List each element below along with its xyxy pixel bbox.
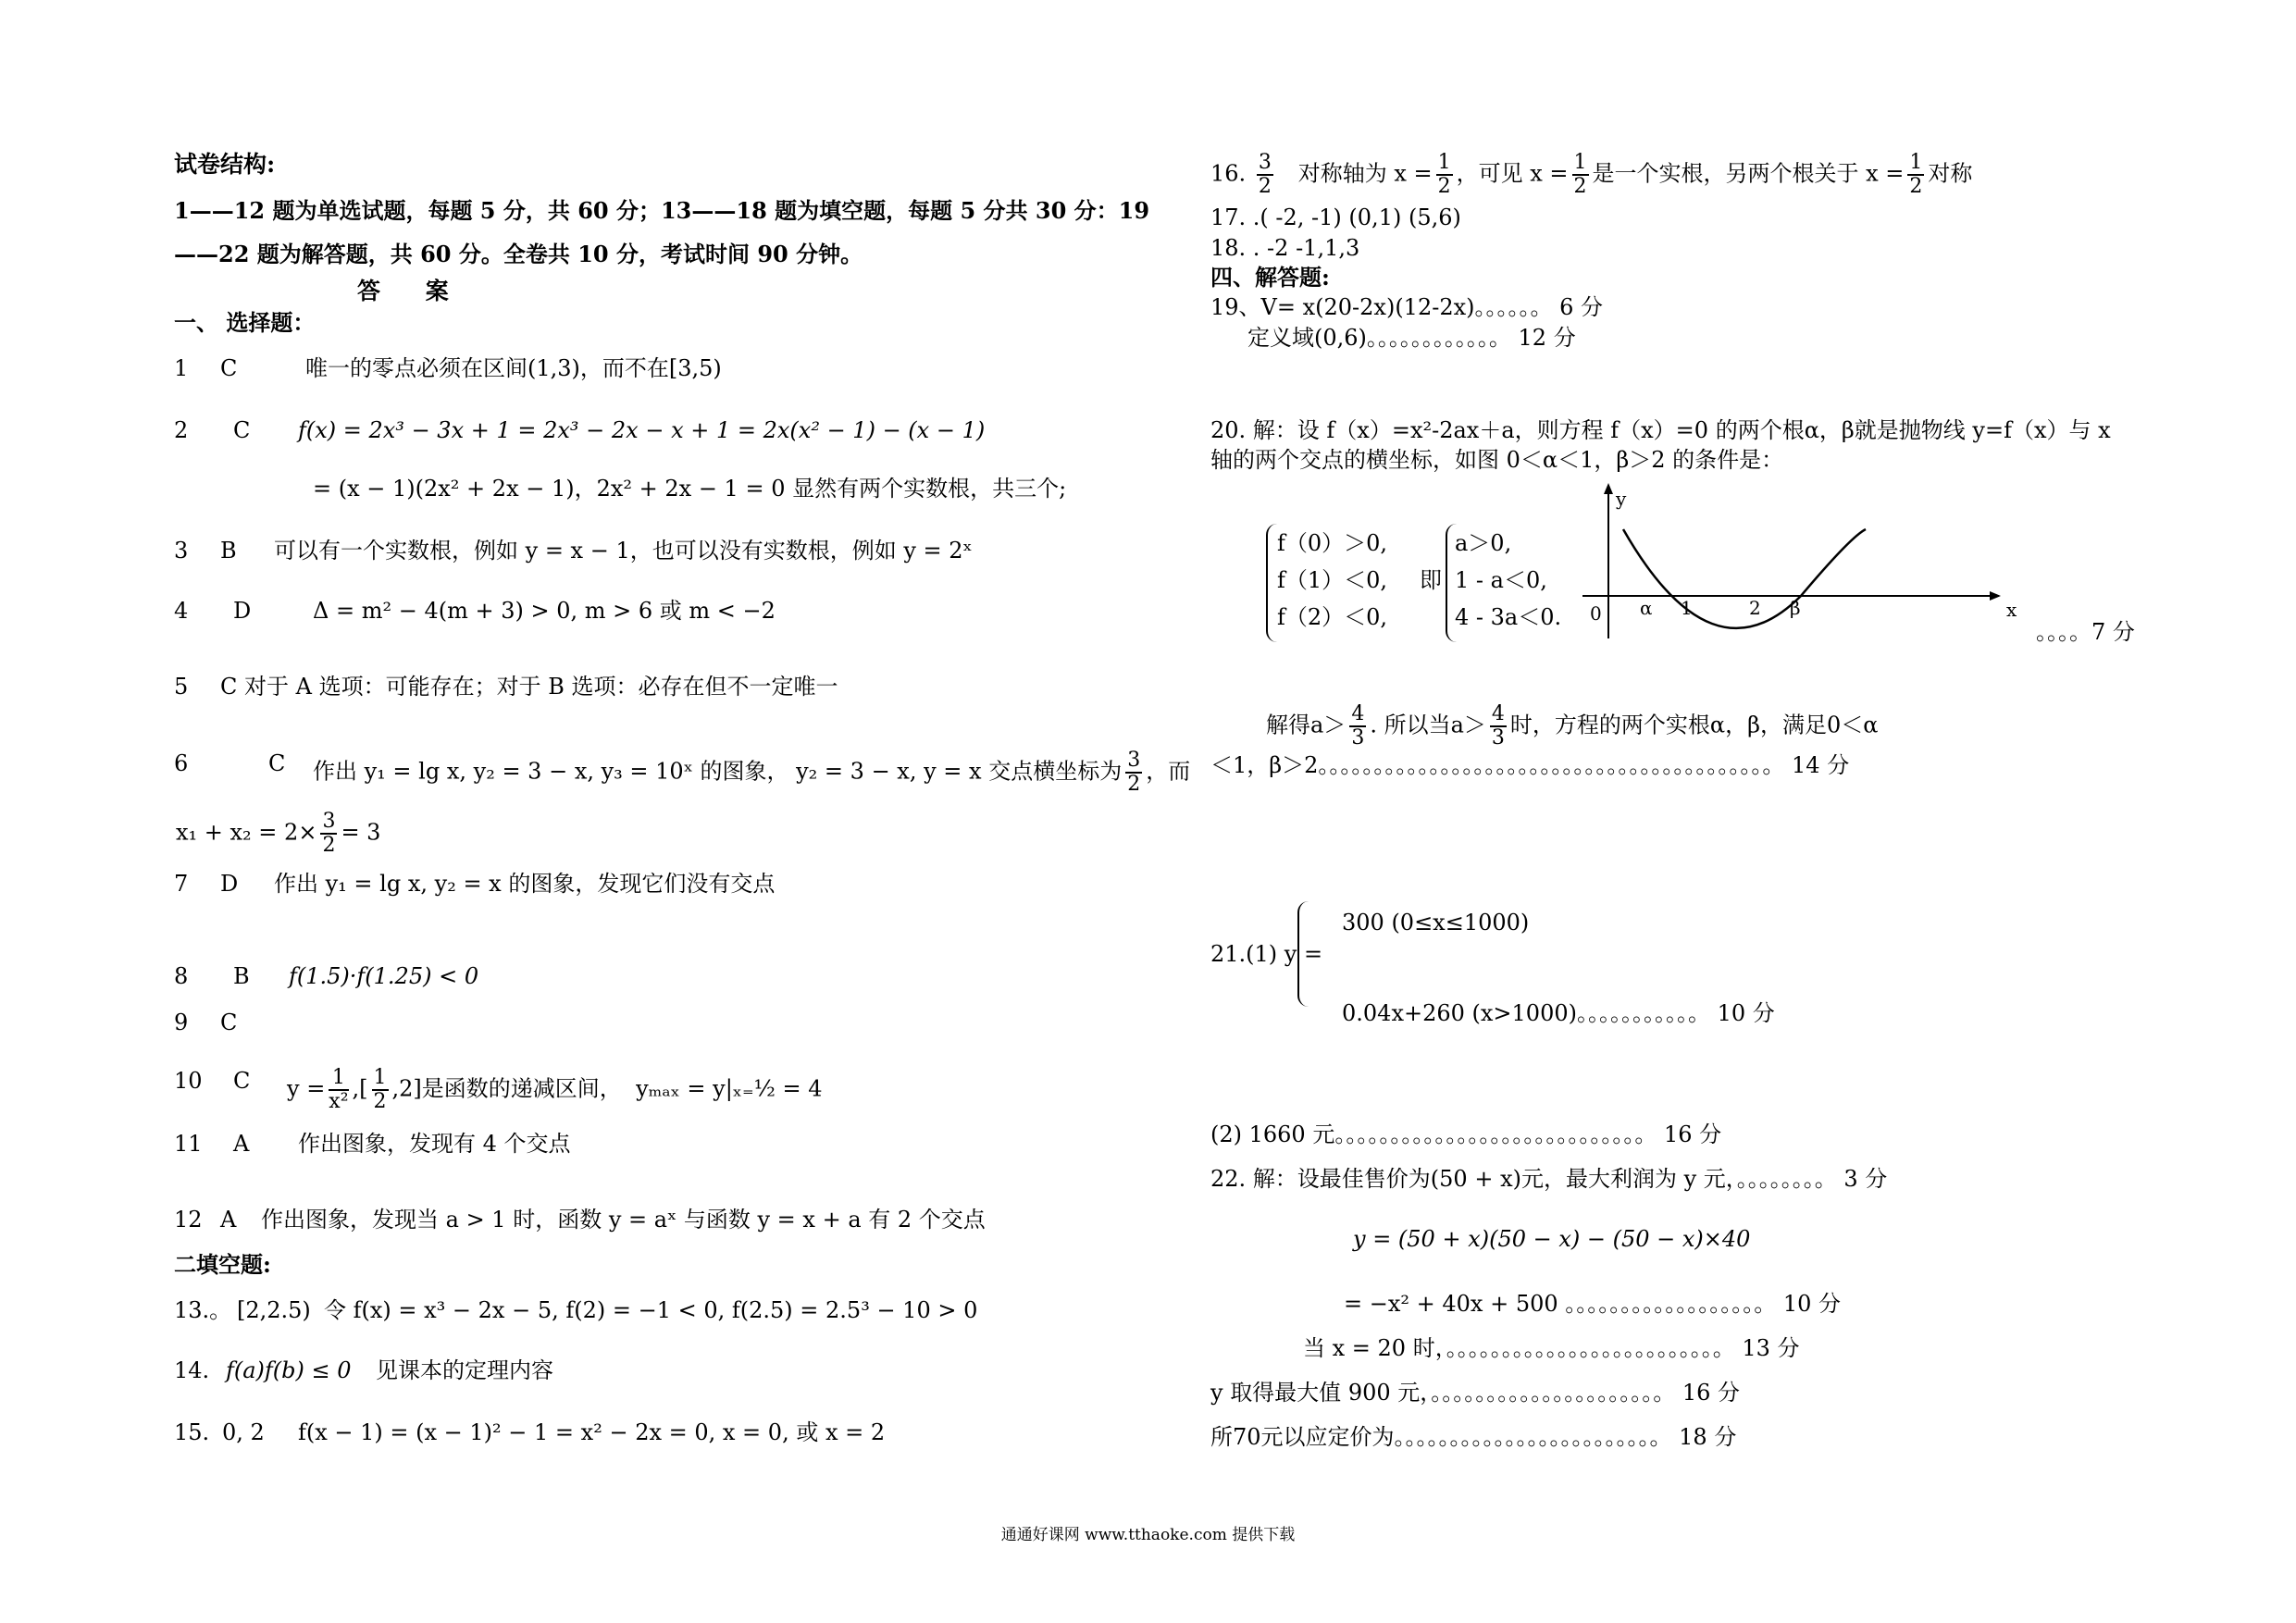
y-label: y — [1616, 488, 1627, 510]
denominator: 3 — [1351, 726, 1365, 750]
mc-number: 6 — [174, 750, 189, 776]
structure-line-1: 1——12 题为单选试题，每题 5 分，共 60 分；13——18 题为填空题，每题 5 分共 30 分：19 — [174, 197, 1150, 224]
mc-answer: D — [220, 871, 239, 897]
mc-explanation: 作出图象，发现有 4 个交点 — [298, 1131, 571, 1157]
numerator: 3 — [1127, 749, 1141, 772]
numerator: 1 — [1437, 151, 1451, 174]
mc-explanation: 唯一的零点必须在区间(1,3)，而不在[3,5) — [305, 355, 722, 381]
mc6-text: 作出 y₁ = lg x, y₂ = 3 − x, y₃ = 10ˣ 的图象， y₂ = 3 − x, y = x 交点横坐标为 — [313, 758, 1123, 785]
q21-case-2: 0.04x+260 (x>1000)。。。。。。。。。。。 10 分 — [1342, 1000, 1775, 1026]
q20-solve-b: . 所以当a＞ — [1370, 712, 1486, 738]
q20-solve-a: 解得a＞ — [1266, 712, 1347, 738]
denominator: 3 — [1491, 726, 1505, 750]
mc-answer: D — [233, 598, 252, 624]
numerator: 3 — [1258, 151, 1272, 174]
section-2-title: 二填空题: — [174, 1251, 271, 1278]
q19-line-1: 19、V= x(20-2x)(12-2x)。。。。。。 6 分 — [1210, 294, 1604, 320]
q18: 18. . -2 -1,1,3 — [1210, 235, 1360, 261]
denominator: 2 — [1909, 175, 1923, 198]
q20-score-7: 。。。。7 分 — [2036, 619, 2135, 645]
interval-open: ,[ — [352, 1075, 368, 1102]
fill-number: 15. — [174, 1419, 210, 1445]
q22-line-4: 当 x = 20 时，。。。。。。。。。。。。。。。。。。。。。。。。。 13 分 — [1303, 1335, 1800, 1361]
system-left-2: f（1）＜0, — [1277, 567, 1388, 593]
fraction — [1349, 703, 1366, 750]
fill-number: 13.。 — [174, 1297, 232, 1323]
mc10-text: 是函数的递减区间， — [421, 1075, 622, 1102]
mc6-line-2 — [176, 811, 380, 857]
q21-prefix: 21.(1) y = — [1210, 941, 1323, 967]
q20-solve-line-2: ＜1，β＞2。。。。。。。。。。。。。。。。。。。。。。。。。。。。。。。。。。。。。。。。。 14 分 — [1210, 752, 1850, 778]
y-axis-arrow — [1604, 483, 1613, 494]
q22-line-2: y = (50 + x)(50 − x) − (50 − x)×40 — [1353, 1226, 1751, 1252]
mc-number: 8 — [174, 963, 189, 989]
mc-explanation: f(x) = 2x³ − 3x + 1 = 2x³ − 2x − x + 1 = 2x(x² − 1) − (x − 1) — [298, 417, 986, 443]
denominator: 2 — [373, 1090, 387, 1113]
mc-explanation — [313, 750, 1190, 796]
q17: 17. .( -2, -1) (0,1) (5,6) — [1210, 204, 1461, 230]
numerator: 1 — [329, 1067, 348, 1091]
mc-explanation — [287, 1067, 823, 1113]
mc-number: 5 — [174, 674, 189, 700]
fill-explanation: 令 f(x) = x³ − 2x − 5, f(2) = −1 < 0, f(2.5) = 2.5³ − 10 > 0 — [324, 1297, 978, 1323]
alpha-label: α — [1640, 597, 1653, 619]
x-label: x — [2006, 599, 2017, 621]
mc-number: 12 — [174, 1207, 203, 1233]
parabola-graph — [1582, 481, 2017, 648]
fill-answer: f(a)f(b) ≤ 0 — [226, 1357, 352, 1383]
numerator: 1 — [373, 1066, 387, 1089]
q22-line-3: = −x² + 40x + 500 。。。。。。。。。。。。。。。。。。 10 分 — [1344, 1291, 1842, 1317]
fraction — [320, 811, 337, 857]
fraction — [1125, 750, 1142, 796]
mc-number: 11 — [174, 1131, 203, 1157]
fraction — [1572, 152, 1589, 198]
fill-explanation: 见课本的定理内容 — [376, 1357, 553, 1383]
mc-answer: C — [233, 1068, 251, 1094]
fill-explanation: f(x − 1) = (x − 1)² − 1 = x² − 2x = 0, x = 0, 或 x = 2 — [298, 1419, 886, 1445]
mc6-line2-suffix: = 3 — [341, 819, 381, 846]
parabola-curve — [1623, 529, 1866, 628]
q22-line-1: 22. 解：设最佳售价为(50 + x)元，最大利润为 y 元，。。。。。。。。 3 分 — [1210, 1166, 1888, 1192]
mc-answer: C — [220, 1010, 238, 1035]
fill-answer: 0, 2 — [222, 1419, 265, 1445]
system-right-3: 4 - 3a＜0. — [1455, 604, 1562, 630]
structure-line-2: ——22 题为解答题，共 60 分。全卷共 10 分，考试时间 90 分钟。 — [174, 241, 863, 267]
denominator: 2 — [1127, 773, 1141, 796]
q16-t1: 对称轴为 x = — [1297, 160, 1433, 187]
mc-number: 9 — [174, 1010, 189, 1035]
mc-number: 3 — [174, 538, 189, 564]
q16-t4: 对称 — [1928, 160, 1973, 187]
q20-solve-line-1 — [1266, 703, 1878, 750]
mc-answer: C — [220, 355, 238, 381]
x-axis-arrow — [1990, 591, 2001, 601]
q22-line-5: y 取得最大值 900 元，。。。。。。。。。。。。。。。。。。。。。 16 分 — [1210, 1380, 1741, 1406]
answer-title: 答 案 — [357, 278, 467, 304]
q20-solve-c: 时，方程的两个实根α，β，满足0＜α — [1509, 712, 1879, 738]
mc-number: 10 — [174, 1068, 203, 1094]
q21-part-2: (2) 1660 元。。。。。。。。。。。。。。。。。。。。。。。。。。。。 16 分 — [1210, 1121, 1722, 1147]
mc6-tail: ，而 — [1146, 758, 1191, 785]
mc6-line2-prefix: x₁ + x₂ = 2× — [176, 819, 317, 846]
q19-line-2: 定义域(0,6)。。。。。。。。。。。。 12 分 — [1247, 325, 1576, 351]
system-right-2: 1 - a＜0, — [1455, 567, 1547, 593]
q21-brace — [1297, 901, 1314, 1007]
mc10-y-eq: y = — [287, 1075, 326, 1102]
q20-line-2: 轴的两个交点的横坐标，如图 0＜α＜1，β＞2 的条件是： — [1210, 447, 1784, 473]
mc-answer: C — [268, 750, 286, 776]
mc-number: 1 — [174, 355, 189, 381]
fraction — [372, 1067, 389, 1113]
q22-line-6: 所70元以应定价为。。。。。。。。。。。。。。。。。。。。。。。。 18 分 — [1210, 1424, 1737, 1450]
q16 — [1210, 152, 1972, 198]
system-connector: 即 — [1420, 567, 1442, 593]
denominator: 2 — [1437, 175, 1451, 198]
mc-answer: A — [220, 1207, 237, 1233]
q16-t3: 是一个实根，另两个根关于 x = — [1592, 160, 1905, 187]
mc-explanation: 对于 A 选项：可能存在；对于 B 选项：必存在但不一定唯一 — [244, 674, 838, 700]
mc-answer: A — [233, 1131, 250, 1157]
numerator: 4 — [1491, 702, 1505, 725]
structure-title: 试卷结构: — [174, 151, 276, 178]
numerator: 1 — [1573, 151, 1587, 174]
q20-line-1: 20. 解：设 f（x）=x²-2ax＋a，则方程 f（x）=0 的两个根α，β就是抛物线 y=f（x）与 x — [1210, 417, 2111, 443]
q16-number: 16. — [1210, 160, 1247, 187]
tick-1-label: 1 — [1681, 597, 1693, 619]
interval-close: ,2] — [391, 1075, 422, 1102]
section-1-title: 一、 选择题： — [174, 309, 316, 336]
mc-number: 7 — [174, 871, 189, 897]
denominator: 2 — [1258, 175, 1272, 198]
fill-number: 14. — [174, 1357, 210, 1383]
fill-answer: [2,2.5) — [237, 1297, 311, 1323]
tick-2-label: 2 — [1749, 597, 1761, 619]
mc-answer: B — [233, 963, 250, 989]
fraction — [1490, 703, 1507, 750]
q16-t2: ，可见 x = — [1456, 160, 1569, 187]
mc-number: 2 — [174, 417, 189, 443]
numerator: 4 — [1351, 702, 1365, 725]
numerator: 3 — [322, 810, 336, 833]
denominator: 2 — [322, 834, 336, 857]
origin-label: 0 — [1590, 602, 1602, 625]
q21-case-1: 300 (0≤x≤1000) — [1342, 910, 1530, 935]
mc-explanation: 作出 y₁ = lg x, y₂ = x 的图象，发现它们没有交点 — [274, 871, 776, 897]
fraction — [329, 1067, 348, 1113]
denominator: 2 — [1573, 175, 1587, 198]
numerator: 1 — [1909, 151, 1923, 174]
page-footer: 通通好课网 www.tthaoke.com 提供下载 — [1000, 1526, 1296, 1544]
system-right-1: a＞0, — [1455, 530, 1512, 556]
mc-number: 4 — [174, 598, 189, 624]
mc-explanation-cont: = (x − 1)(2x² + 2x − 1)，2x² + 2x − 1 = 0 显然有两个实数根，共三个; — [313, 476, 1067, 502]
mc-explanation: f(1.5)·f(1.25) < 0 — [289, 963, 479, 989]
mc10-ymax: yₘₐₓ = y|ₓ₌½ = 4 — [636, 1075, 823, 1102]
section-4-title: 四、解答题: — [1210, 264, 1330, 291]
mc-answer: B — [220, 538, 237, 564]
mc-answer: C — [220, 674, 238, 700]
mc-explanation: Δ = m² − 4(m + 3) > 0, m > 6 或 m < −2 — [313, 598, 776, 624]
denominator: x² — [329, 1090, 349, 1113]
fraction — [1436, 152, 1453, 198]
mc-explanation: 作出图象，发现当 a > 1 时，函数 y = aˣ 与函数 y = x + a 有 2 个交点 — [261, 1207, 986, 1233]
beta-label: β — [1790, 597, 1801, 619]
system-left-1: f（0）＞0, — [1277, 530, 1388, 556]
fraction — [1907, 152, 1924, 198]
mc-explanation: 可以有一个实数根，例如 y = x − 1，也可以没有实数根，例如 y = 2ˣ — [274, 538, 973, 564]
fraction — [1257, 152, 1273, 198]
system-left-3: f（2）＜0, — [1277, 604, 1388, 630]
mc-answer: C — [233, 417, 251, 443]
